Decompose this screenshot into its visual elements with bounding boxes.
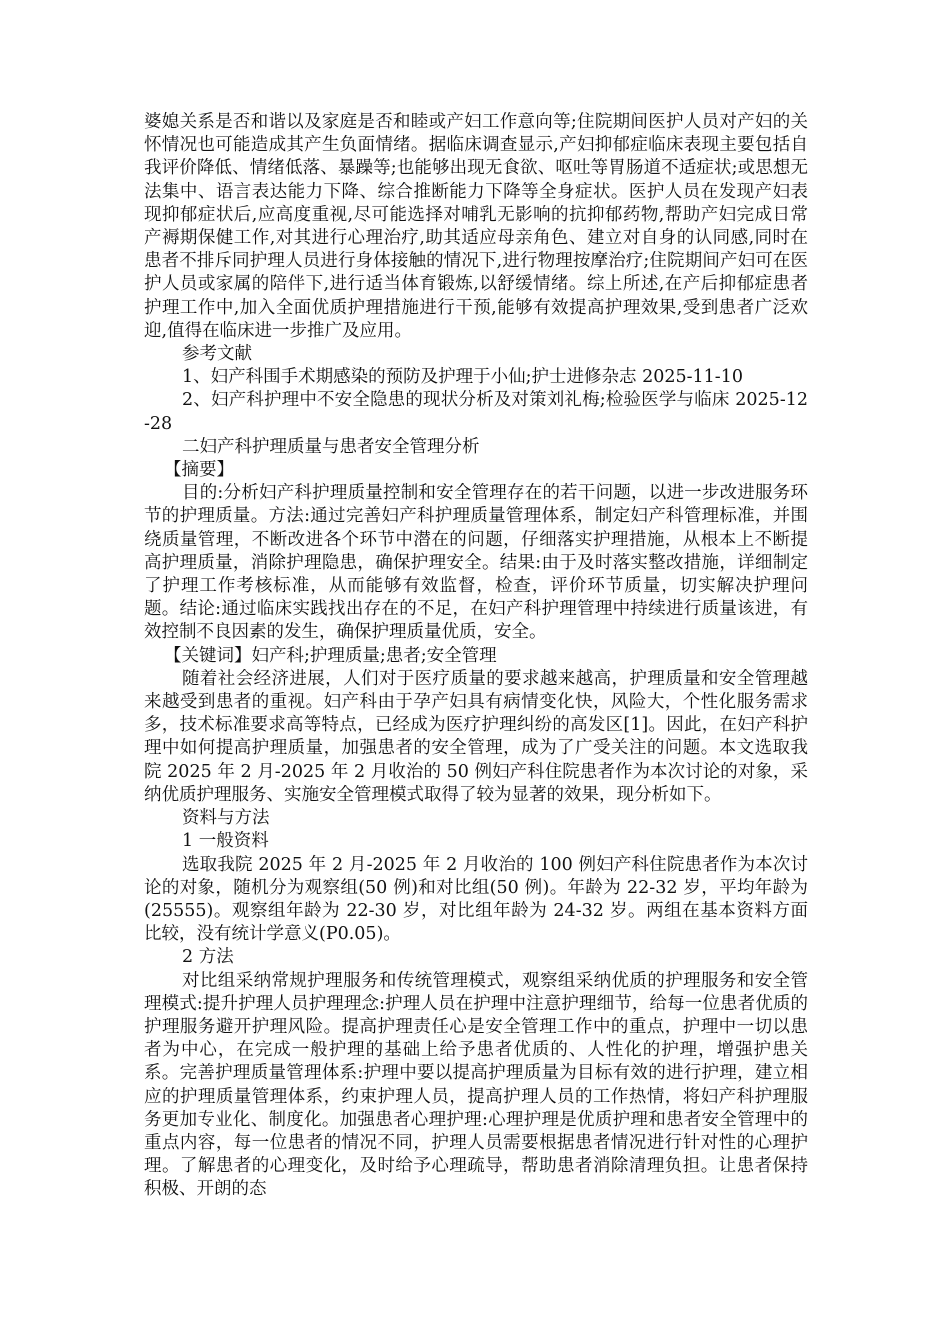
abstract-paragraph: 目的:分析妇产科护理质量控制和安全管理存在的若干问题，以进一步改进服务环节的护理质量。方法:通过完善妇产科护理质量管理体系，制定妇产科管理标准，并围绕质量管理，不断改进各个环节中潜在的问题，仔细落实护理措施，从根本上不断提高护理质量，消除护理隐患，确保护理安全。结果:由于及时落实整改措施，详细制定了护理工作考核标准，从而能够有效监督，检查，评价环节质量，切实解决护理问题。结论:通过临床实践找出存在的不足，在妇产科护理管理中持续进行质量该进，有效控制不良因素的发生，确保护理质量优质，安全。 [144,483,808,643]
references-heading: 参考文献 [182,344,252,365]
reference-item-1: 1、妇产科围手术期感染的预防及护理于小仙;护士进修杂志 2025-11-10 [182,367,743,388]
introduction-paragraph: 随着社会经济进展，人们对于医疗质量的要求越来越高，护理质量和安全管理越来越受到患者的重视。妇产科由于孕产妇具有病情变化快，风险大，个性化服务需求多，技术标准要求高等特点，已经成为医疗护理纠纷的高发区[1]。因此，在妇产科护理中如何提高护理质量，加强患者的安全管理，成为了广受关注的问题。本文选取我院 2025 年 2 月-2025 年 2 月收治的 50 例妇产科住院患者作为本次讨论的对象，采纳优质护理服务、实施安全管理模式取得了较为显著的效果，现分析如下。 [144,668,808,805]
paragraph-postpartum-care: 婆媳关系是否和谐以及家庭是否和睦或产妇工作意向等;住院期间医护人员对产妇的关怀情况也可能造成其产生负面情绪。据临床调查显示,产妇抑郁症临床表现主要包括自我评价降低、情绪低落、暴躁等;也能够出现无食欲、呕吐等胃肠道不适症状;或思想无法集中、语言表达能力下降、综合推断能力下降等全身症状。医护人员在发现产妇表现抑郁症状后,应高度重视,尽可能选择对哺乳无影响的抗抑郁药物,帮助产妇完成日常产褥期保健工作,对其进行心理治疗,助其适应母亲角色、建立对自身的认同感,同时在患者不排斥同护理人员进行身体接触的情况下,进行物理按摩治疗;住院期间产妇可在医护人员或家属的陪伴下,进行适当体育锻炼,以舒缓情绪。综上所述,在产后抑郁症患者护理工作中,加入全面优质护理措施进行干预,能够有效提高护理效果,受到患者广泛欢迎,值得在临床进一步推广及应用。 [144,112,808,341]
document-page [144,111,808,1202]
general-data-paragraph: 选取我院 2025 年 2 月-2025 年 2 月收治的 100 例妇产科住院患者作为本次讨论的对象，随机分为观察组(50 例)和对比组(50 例)。年龄为 22-32 岁，平均年龄为(25555)。观察组年龄为 22-30 岁，对比组年龄为 24-32 岁。两组在基本资料方面比较，没有统计学意义(P0.05)。 [144,854,808,945]
abstract-heading: 【摘要】 [164,460,234,481]
methods-paragraph: 对比组采纳常规护理服务和传统管理模式，观察组采纳优质的护理服务和安全管理模式:提升护理人员护理理念:护理人员在护理中注意护理细节，给每一位患者优质的护理服务避开护理风险。提高护理责任心是安全管理工作中的重点，护理中一切以患者为中心，在完成一般护理的基础上给予患者优质的、人性化的护理，增强护患关系。完善护理质量管理体系:护理中要以提高护理质量为目标有效的进行护理，建立相应的护理质量管理体系，约束护理人员，提高护理人员的工作热情，将妇产科护理服务更加专业化、制度化。加强患者心理护理:心理护理是优质护理和患者安全管理中的重点内容，每一位患者的情况不同，护理人员需要根据患者情况进行针对性的心理护理。了解患者的心理变化，及时给予心理疏导，帮助患者消除清理负担。让患者保持积极、开朗的态 [144,970,808,1200]
reference-item-2: 2、妇产科护理中不安全隐患的现状分析及对策刘礼梅;检验医学与临床 2025-12-28 [144,390,808,434]
keywords-line: 【关键词】妇产科;护理质量;患者;安全管理 [164,645,497,666]
methods-heading: 2 方法 [182,947,234,968]
general-data-heading: 1 一般资料 [182,831,269,852]
materials-methods-heading: 资料与方法 [182,808,270,829]
section-title: 二妇产科护理质量与患者安全管理分析 [182,436,480,457]
